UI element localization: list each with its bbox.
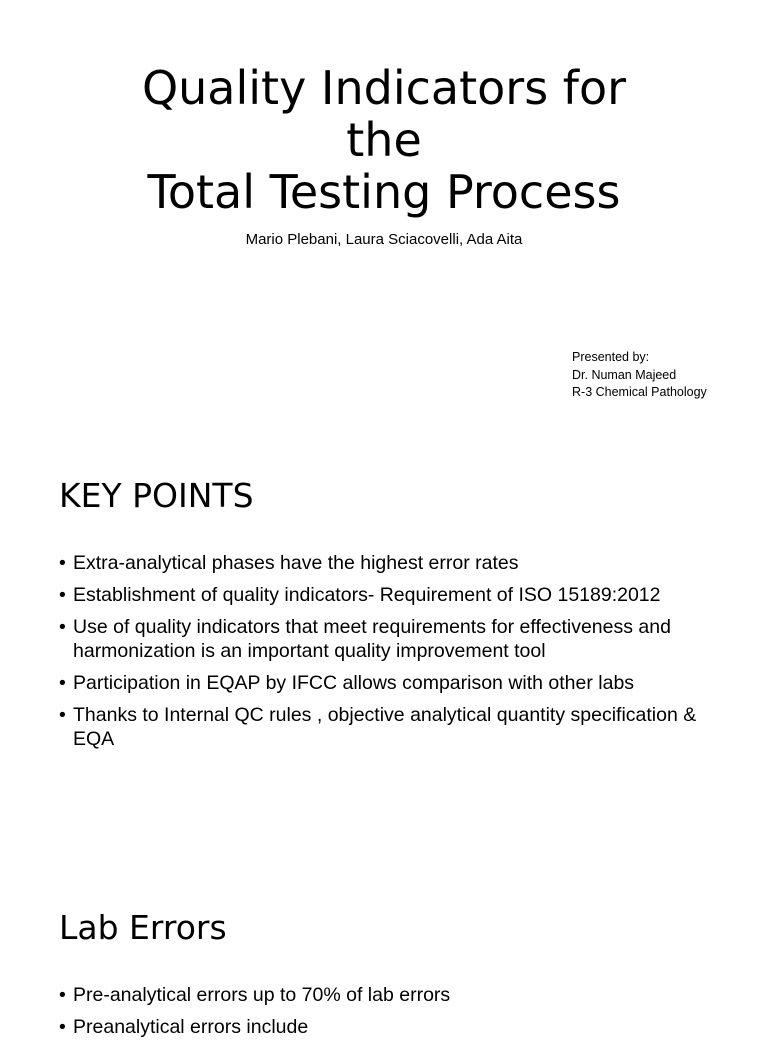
lab-errors-slide [0, 872, 768, 1038]
lab-errors-heading: Lab Errors [59, 908, 227, 947]
bullet-text: Pre-analytical errors up to 70% of lab errors [73, 984, 451, 1006]
key-points-heading: KEY POINTS [59, 476, 254, 515]
presenter-block [572, 349, 762, 402]
title-line: the [346, 113, 422, 167]
bullet-text: Extra-analytical phases have the highest error rates [73, 552, 519, 574]
list-item [59, 983, 731, 1007]
lab-errors-list [59, 983, 731, 1047]
bullet-icon: • [59, 704, 66, 726]
bullet-icon: • [59, 616, 66, 638]
bullet-icon: • [59, 584, 66, 606]
bullet-text: Use of quality indicators that meet requirements for effectiveness and harmonization is an important quality improvement tool [73, 616, 671, 662]
presenter-role: R-3 Chemical Pathology [572, 385, 707, 399]
title-line: Quality Indicators for [141, 61, 627, 115]
key-points-list [59, 551, 731, 759]
key-points-slide [0, 440, 768, 872]
presenter-label: Presented by: [572, 350, 650, 364]
bullet-text: Participation in EQAP by IFCC allows comparison with other labs [73, 672, 635, 694]
title-slide [0, 0, 768, 440]
list-item [59, 551, 731, 575]
bullet-icon: • [59, 1016, 66, 1038]
bullet-text: Preanalytical errors include [73, 1016, 309, 1038]
presentation-title [0, 62, 768, 218]
bullet-icon: • [59, 552, 66, 574]
list-item [59, 1015, 731, 1039]
list-item [59, 671, 731, 695]
bullet-text: Thanks to Internal QC rules , objective analytical quantity specification & EQA [73, 704, 697, 750]
authors-line: Mario Plebani, Laura Sciacovelli, Ada Aita [245, 231, 523, 248]
bullet-icon: • [59, 672, 66, 694]
title-line: Total Testing Process [147, 165, 621, 219]
bullet-text: Establishment of quality indicators- Requirement of ISO 15189:2012 [73, 584, 661, 606]
list-item [59, 703, 731, 751]
bullet-icon: • [59, 984, 66, 1006]
list-item [59, 615, 731, 663]
presenter-name: Dr. Numan Majeed [572, 367, 677, 382]
list-item [59, 583, 731, 607]
